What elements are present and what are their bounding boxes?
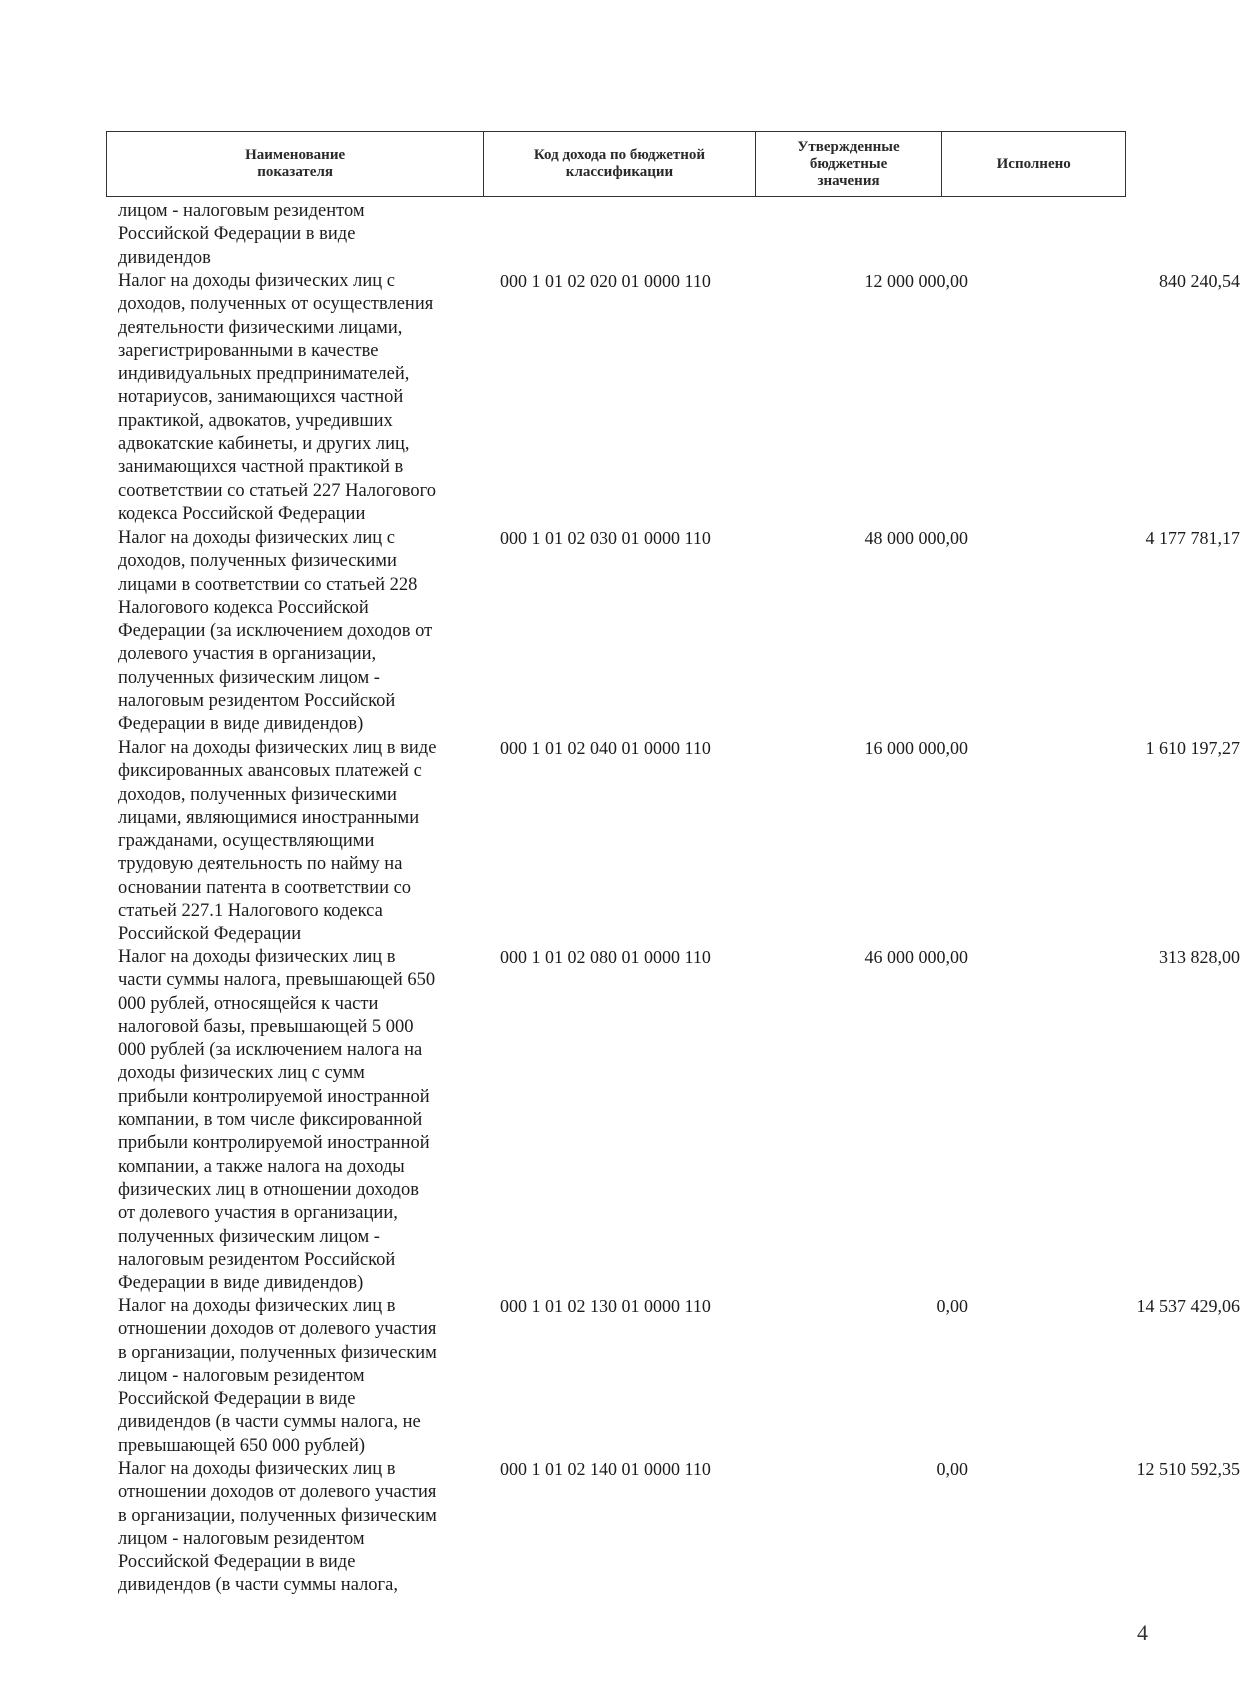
row-name: Налог на доходы физических лиц в отношении доходов от долевого участия в организации, полученных физическим лицом - налоговым резидентом Российской Федерации в виде дивидендов (в части суммы налога, не превышающей 650 000 рублей)	[118, 1296, 437, 1456]
row-code: 000 1 01 02 130 01 0000 110	[500, 1296, 711, 1316]
row-name: Налог на доходы физических лиц в отношении доходов от долевого участия в организации, полученных физическим лицом - налоговым резидентом Российской Федерации в виде дивидендов (в части суммы налога,	[118, 1459, 437, 1596]
row-name: Налог на доходы физических лиц в виде фиксированных авансовых платежей с доходов, полученных физическими лицами, являющимися иностранными гражданами, осуществляющими трудовую деятельность по найму на основании патента в соответствии со статьей 227.1 Налогового кодекса Российской Федерации	[118, 738, 437, 945]
row-approved: 46 000 000,00	[864, 947, 968, 967]
row-executed: 12 510 592,35	[1136, 1459, 1240, 1479]
row-executed: 840 240,54	[1159, 271, 1240, 291]
table-header	[106, 131, 1126, 197]
row-approved: 0,00	[936, 1296, 968, 1316]
row-approved: 16 000 000,00	[864, 738, 968, 758]
table-row	[118, 946, 1240, 1294]
row-code: 000 1 01 02 040 01 0000 110	[500, 738, 711, 758]
table-row	[118, 1458, 1240, 1596]
row-code: 000 1 01 02 020 01 0000 110	[500, 271, 711, 291]
row-code: 000 1 01 02 080 01 0000 110	[500, 947, 711, 967]
row-code: 000 1 01 02 140 01 0000 110	[500, 1459, 711, 1479]
table-row	[118, 527, 1240, 735]
row-name: Налог на доходы физических лиц с доходов, полученных от осуществления деятельности физическими лицами, зарегистрированными в качестве индивидуальных предпринимателей, нотариусов, занимающихся частной практикой, адвокатов, учредивших адвокатские кабинеты, и других лиц, занимающихся частной практикой в соответствии со статьей 227 Налогового кодекса Российской Федерации	[118, 271, 436, 524]
row-executed: 4 177 781,17	[1145, 528, 1240, 548]
header-approved: Утвержденные бюджетные значения	[756, 132, 943, 196]
table-row	[118, 737, 1240, 945]
header-executed: Исполнено	[996, 155, 1071, 172]
table-row	[118, 1295, 1240, 1456]
row-code: 000 1 01 02 030 01 0000 110	[500, 528, 711, 548]
table-row	[118, 200, 1138, 268]
row-executed: 313 828,00	[1159, 947, 1240, 967]
page-number: 4	[1137, 1620, 1148, 1645]
row-name: Налог на доходы физических лиц в части суммы налога, превышающей 650 000 рублей, относящейся к части налоговой базы, превышающей 5 000 000 рублей (за исключением налога на доходы физических лиц с сумм прибыли контролируемой иностранной компании, в том числе фиксированной прибыли контролируемой иностранной компании, а также налога на доходы физических лиц в отношении доходов от долевого участия в организации, полученных физическим лицом - налоговым резидентом Российской Федерации в виде дивидендов)	[118, 947, 436, 1294]
header-code: Код дохода по бюджетной классификации	[484, 132, 755, 196]
row-name: лицом - налоговым резидентом Российской Федерации в виде дивидендов	[118, 201, 365, 268]
row-approved: 12 000 000,00	[864, 271, 968, 291]
row-approved: 48 000 000,00	[864, 528, 968, 548]
header-name: Наименование показателя	[107, 132, 484, 196]
row-executed: 1 610 197,27	[1145, 738, 1240, 758]
row-executed: 14 537 429,06	[1136, 1296, 1240, 1316]
row-name: Налог на доходы физических лиц с доходов, полученных физическими лицами в соответствии со статьей 228 Налогового кодекса Российской Федерации (за исключением доходов от долевого участия в организации, полученных физическим лицом - налоговым резидентом Российской Федерации в виде дивидендов)	[118, 528, 433, 735]
table-row	[118, 270, 1240, 524]
row-approved: 0,00	[936, 1459, 968, 1479]
